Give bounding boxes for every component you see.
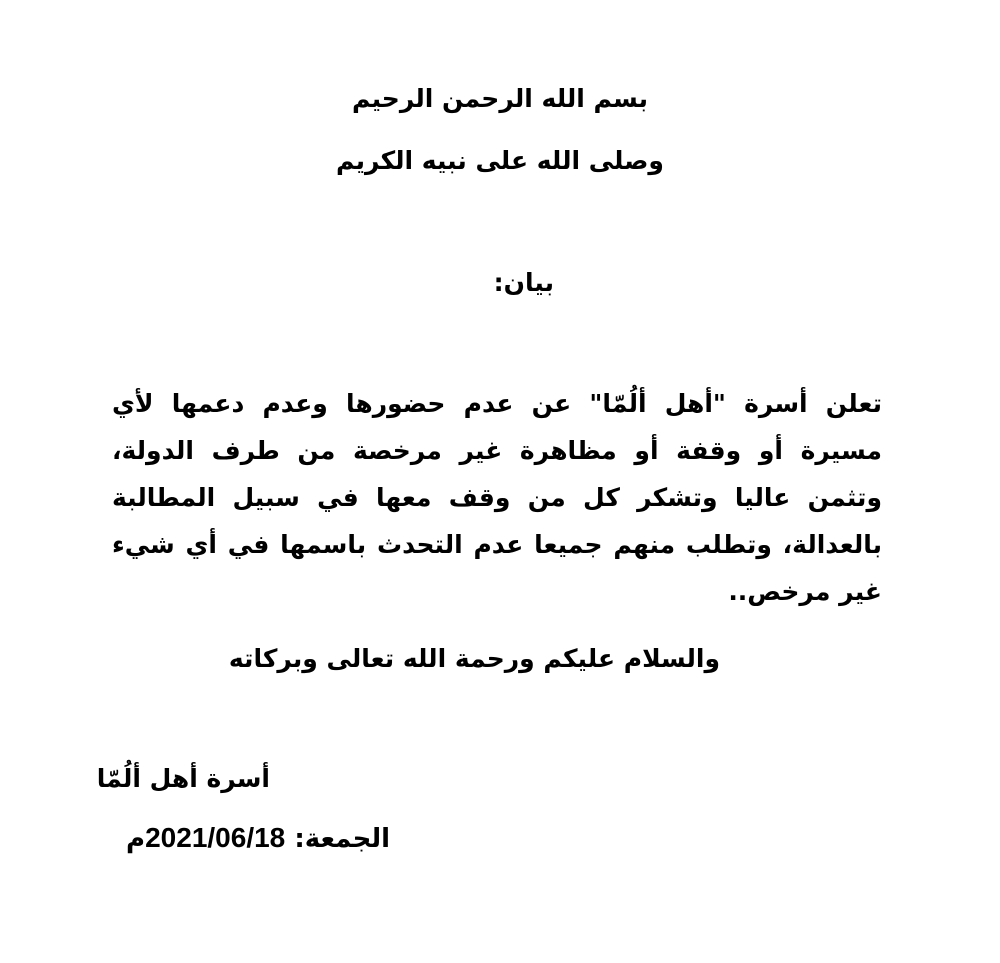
basmala: بسم الله الرحمن الرحيم [352,84,648,113]
salat-line: وصلى الله على نبيه الكريم [336,146,664,175]
date-suffix: م [126,824,146,854]
signature: أسرة أهل ألُمّا [96,764,270,793]
date-label: الجمعة: [294,824,390,854]
closing-greeting: والسلام عليكم ورحمة الله تعالى وبركاته [228,644,720,673]
statement-body: تعلن أسرة "أهل ألُمّا" عن عدم حضورها وعدم دعمها لأي مسيرة أو وقفة أو مظاهرة غير مرخصة من طرف الدولة، وتثمن عاليا وتشكر كل من وقف معها في سبيل المطالبة بالعدالة، وتطلب منهم جميعا عدم التحدث باسمها في أي شيء غير مرخص.. [112,389,882,606]
date-line [120,822,390,854]
statement-heading: بيان: [493,268,554,297]
date-value: 2021/06/18 [145,822,286,853]
